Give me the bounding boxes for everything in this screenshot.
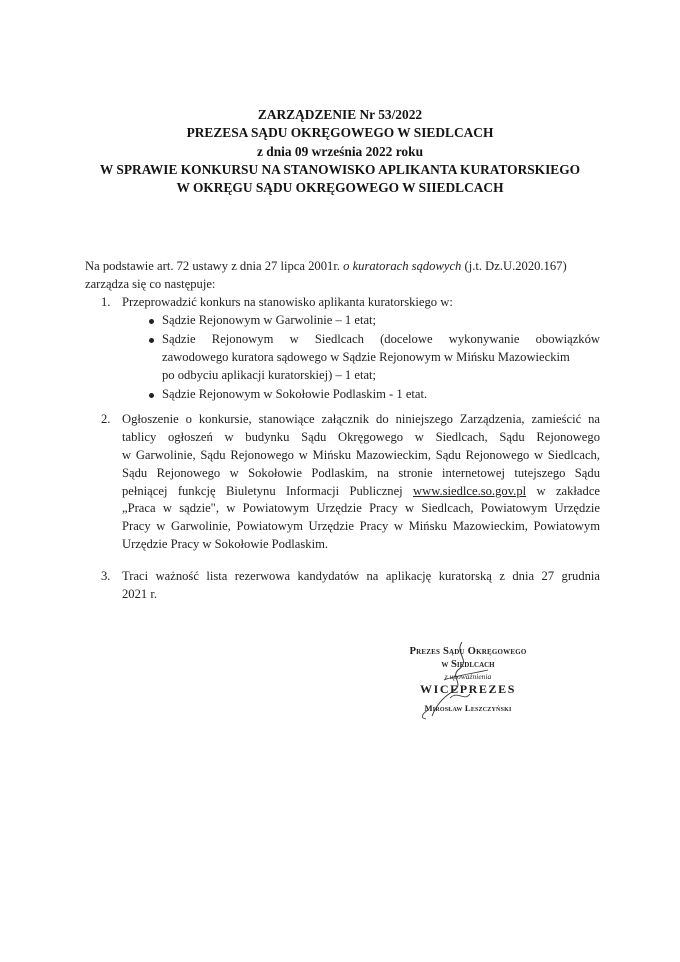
bullet-item — [122, 331, 600, 384]
item-text: Traci ważność lista rezerwowa kandydatów na aplikację kuratorską z dnia 27 grudnia — [122, 568, 600, 583]
title-issuer: PREZESA SĄDU OKRĘGOWEGO W SIEDLCACH — [186, 125, 494, 141]
bullet-icon — [149, 319, 154, 324]
document-body — [85, 258, 600, 603]
item-text: Przeprowadzić konkurs na stanowisko aplikanta kuratorskiego w: — [122, 294, 453, 309]
bullet-item — [122, 386, 600, 404]
stamp-signatory-name: Mirosław Leszczyński — [424, 703, 512, 713]
intro-act-name: o kuratorach sądowych — [343, 259, 462, 273]
bullet-text: Sądzie Rejonowym w Sokołowie Podlaskim - 1 etat. — [162, 386, 428, 401]
bullet-text: zawodowego kuratora sądowego w Sądzie Rejonowym w Mińsku Mazowieckim — [162, 349, 570, 364]
stamp-title: Prezes Sądu Okręgowego — [409, 646, 527, 657]
title-subject-cont: W OKRĘGU SĄDU OKRĘGOWEGO W SIIEDLCACH — [176, 180, 504, 196]
item-text: tablicy ogłoszeń w budynku Sądu Okręgowego w Siedlcach, Sądu Rejonowego — [122, 430, 600, 445]
bullet-text: Sądzie Rejonowym w Siedlcach (docelowe wykonywanie obowiązków — [162, 332, 600, 347]
title-order-number: ZARZĄDZENIE Nr 53/2022 — [257, 107, 423, 122]
list-item — [85, 411, 600, 553]
item-number: 3. — [101, 568, 111, 583]
item-text: w Garwolinie, Sądu Rejonowego w Mińsku Mazowieckim, Sądu Rejonowego w Siedlcach, — [122, 447, 600, 462]
intro-text: Na podstawie art. 72 ustawy z dnia 27 lipca 2001r. — [85, 259, 344, 273]
bullet-list — [122, 312, 600, 403]
document-title — [80, 106, 600, 197]
intro-legal-basis — [85, 258, 600, 276]
bip-website-link[interactable]: www.siedlce.so.gov.pl — [413, 483, 527, 498]
official-stamp — [378, 646, 558, 713]
stamp-authorization: z upoważnienia — [444, 672, 492, 681]
item-text: „Praca w sądzie", w Powiatowym Urzędzie Pracy w Siedlcach, Powiatowym Urzędzie — [122, 501, 600, 516]
stamp-court: w Siedlcach — [441, 659, 495, 670]
provisions-list — [85, 294, 600, 604]
list-item — [85, 294, 600, 404]
list-item — [85, 568, 600, 604]
item-text: pełniącej funkcję Biuletynu Informacji Publicznej — [122, 483, 414, 498]
item-text-with-link — [122, 483, 600, 501]
intro-citation: (j.t. Dz.U.2020.167) — [461, 259, 567, 273]
item-text: Urzędzie Pracy w Sokołowie Podlaskim. — [122, 536, 329, 551]
bullet-text: Sądzie Rejonowym w Garwolinie – 1 etat; — [162, 313, 377, 328]
item-text: Ogłoszenie o konkursie, stanowiące załącznik do niniejszego Zarządzenia, zamieścić na — [122, 412, 600, 427]
item-text: Pracy w Garwolinie, Powiatowym Urzędzie Pracy w Mińsku Mazowieckim, Powiatowym — [122, 519, 600, 534]
intro-decree: zarządza się co następuje: — [85, 276, 216, 291]
bullet-icon — [149, 338, 154, 343]
item-number: 2. — [101, 412, 111, 427]
item-text: 2021 r. — [122, 586, 157, 601]
item-number: 1. — [101, 294, 111, 309]
title-date: z dnia 09 września 2022 roku — [256, 143, 424, 159]
bullet-text: po odbyciu aplikacji kuratorskiej) – 1 etat; — [162, 367, 377, 382]
item-text: w zakładce — [526, 483, 600, 498]
title-subject: W SPRAWIE KONKURSU NA STANOWISKO APLIKANTA KURATORSKIEGO — [99, 161, 581, 177]
stamp-role: WICEPREZES — [419, 682, 517, 696]
bullet-icon — [149, 393, 154, 398]
item-text: Sądu Rejonowego w Sokołowie Podlaskim, na stronie internetowej tutejszego Sądu — [122, 465, 600, 480]
bullet-item — [122, 312, 600, 330]
